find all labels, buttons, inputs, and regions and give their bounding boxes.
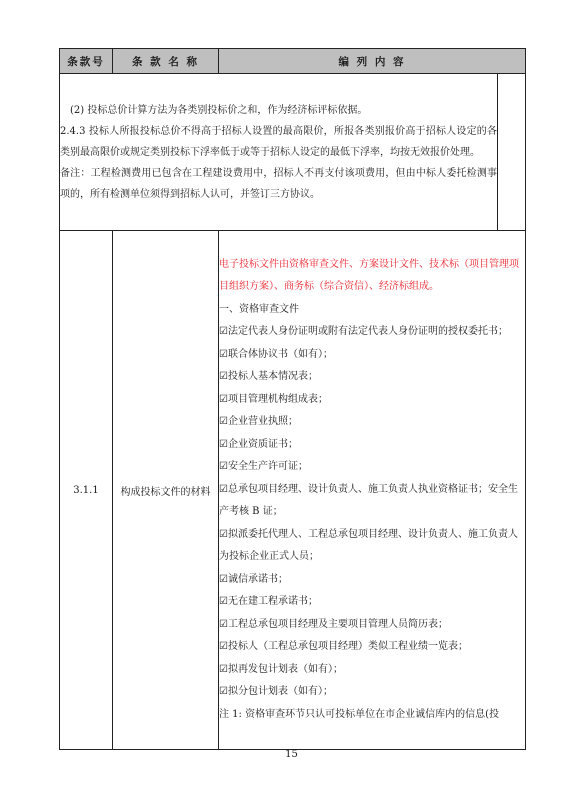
item-list <box>219 299 525 727</box>
header-content: 编 列 内 容 <box>219 49 526 74</box>
header-clause-no: 条款号 <box>60 49 113 74</box>
clause-content <box>219 231 526 750</box>
list-item: ☑法定代表人身份证明或附有法定代表人身份证明的授权委托书； <box>219 326 508 338</box>
list-item: 注 1: 资格审查环节只认可投标单位在市企业诚信库内的信息(投 <box>219 708 499 720</box>
list-item: ☑企业营业执照； <box>219 416 298 428</box>
list-item: 一、资格审查文件 <box>219 303 299 315</box>
intro-red-text: 电子投标文件由资格审查文件、方案设计文件、技术标（项目管理项目组织方案）、商务标（综合资信）、经济标组成。 <box>219 258 519 293</box>
table-header-row <box>60 49 526 74</box>
list-item: ☑企业资质证书； <box>219 438 298 450</box>
clause-name: 构成投标文件的材料 <box>113 231 219 750</box>
table-row <box>60 231 526 750</box>
paragraph-remark: 备注：工程检测费用已包含在工程建设费用中，招标人不再支付该项费用，但由中标人委托检测事项的，所有检测单位须得到招标人认可，并签订三方协议。 <box>60 167 497 200</box>
list-item: ☑诚信承诺书； <box>219 573 288 585</box>
list-item: ☑投标人（工程总承包项目经理）类似工程业绩一览表； <box>219 641 468 653</box>
list-item: ☑安全生产许可证； <box>219 461 308 473</box>
table-row <box>60 74 526 231</box>
paragraph-total-price-method: (2) 投标总价计算方法为各类别投标价之和，作为经济标评标依据。 <box>70 104 368 116</box>
list-item: ☑联合体协议书（如有）； <box>219 348 333 360</box>
list-item: ☑无在建工程承诺书； <box>219 596 318 608</box>
list-item: ☑拟再发包计划表（如有）； <box>219 663 343 675</box>
empty-cell <box>498 74 526 231</box>
page-number: 15 <box>285 749 298 760</box>
clause-number: 3.1.1 <box>60 231 113 750</box>
header-clause-name: 条 款 名 称 <box>113 49 219 74</box>
list-item: ☑拟派委托代理人、工程总承包项目经理、设计负责人、施工负责人为投标企业正式人员； <box>219 528 518 563</box>
list-item: ☑投标人基本情况表； <box>219 371 318 383</box>
list-item: ☑拟分包计划表（如有）； <box>219 686 333 698</box>
list-item: ☑项目管理机构组成表； <box>219 393 328 405</box>
top-text-cell <box>60 74 498 231</box>
paragraph-2-4-3: 2.4.3 投标人所报投标总价不得高于招标人设置的最高限价，所报各类别报价高于招标人设定的各类别最高限价或规定类别投标下浮率低于或等于招标人设定的最低下浮率，均按无效报价处理。 <box>60 125 497 158</box>
list-item: ☑工程总承包项目经理及主要项目管理人员简历表； <box>219 618 448 630</box>
list-item: ☑总承包项目经理、设计负责人、施工负责人执业资格证书；安全生产考核 B 证； <box>219 483 518 518</box>
clause-table <box>59 48 526 750</box>
